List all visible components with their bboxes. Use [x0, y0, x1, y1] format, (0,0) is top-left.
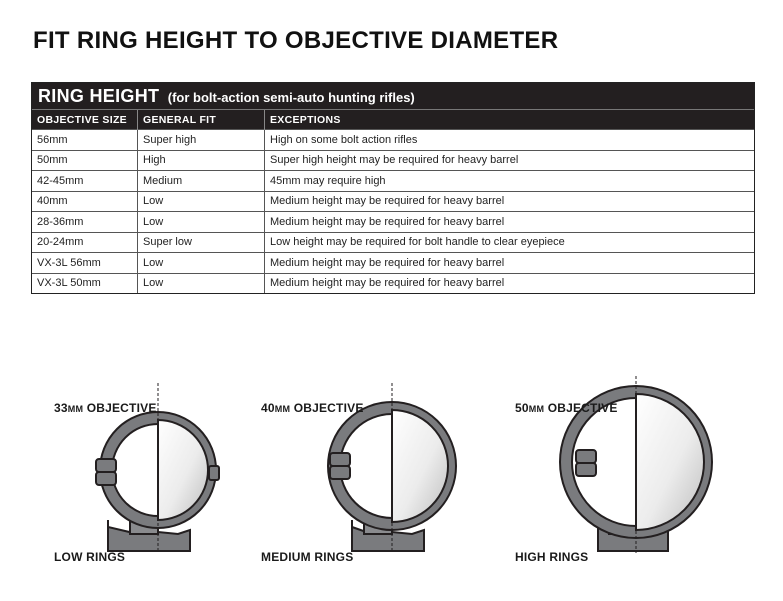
objective-label-40 — [261, 401, 364, 415]
table-row — [32, 212, 754, 233]
cell-objective-size: 20-24mm — [32, 232, 138, 253]
cell-exceptions: Medium height may be required for heavy barrel — [265, 253, 755, 274]
objective-unit: MM — [274, 404, 291, 414]
page-title: FIT RING HEIGHT TO OBJECTIVE DIAMETER — [33, 27, 559, 54]
ring-table-grid — [32, 110, 754, 293]
ring-diagram-svg — [0, 360, 783, 600]
objective-word: OBJECTIVE — [547, 401, 618, 415]
table-row — [32, 171, 754, 192]
header-objective-size: OBJECTIVE SIZE — [32, 110, 138, 130]
ring-clamp-lower — [96, 472, 116, 485]
ring-clamp-upper — [96, 459, 116, 472]
objective-label-50 — [515, 401, 618, 415]
low-rings-label: LOW RINGS — [54, 550, 126, 564]
table-row — [32, 232, 754, 253]
objective-number: 40 — [261, 401, 275, 415]
table-row — [32, 150, 754, 171]
table-row — [32, 191, 754, 212]
high-rings-label: HIGH RINGS — [515, 550, 589, 564]
cell-objective-size: 42-45mm — [32, 171, 138, 192]
objective-label-33 — [54, 401, 157, 415]
cell-exceptions: Medium height may be required for heavy barrel — [265, 273, 755, 293]
cell-exceptions: 45mm may require high — [265, 171, 755, 192]
table-row — [32, 130, 754, 151]
cell-exceptions: Super high height may be required for heavy barrel — [265, 150, 755, 171]
cell-exceptions: High on some bolt action rifles — [265, 130, 755, 151]
cell-objective-size: 50mm — [32, 150, 138, 171]
objective-word: OBJECTIVE — [86, 401, 157, 415]
cell-objective-size: VX-3L 56mm — [32, 253, 138, 274]
header-general-fit: GENERAL FIT — [138, 110, 265, 130]
table-title: RING HEIGHT — [38, 86, 160, 106]
objective-number: 33 — [54, 401, 68, 415]
table-row — [32, 273, 754, 293]
cell-exceptions: Medium height may be required for heavy barrel — [265, 212, 755, 233]
ring-height-table — [31, 82, 755, 294]
table-header-row — [32, 110, 754, 130]
header-exceptions: EXCEPTIONS — [265, 110, 755, 130]
cell-general-fit: Low — [138, 191, 265, 212]
ring-clamp-right — [209, 466, 219, 480]
cell-general-fit: Low — [138, 212, 265, 233]
cell-general-fit: Super low — [138, 232, 265, 253]
objective-unit: MM — [528, 404, 545, 414]
cell-general-fit: Medium — [138, 171, 265, 192]
cell-objective-size: VX-3L 50mm — [32, 273, 138, 293]
cell-general-fit: High — [138, 150, 265, 171]
cell-general-fit: Low — [138, 253, 265, 274]
objective-unit: MM — [67, 404, 84, 414]
cell-general-fit: Low — [138, 273, 265, 293]
objective-word: OBJECTIVE — [293, 401, 364, 415]
ring-clamp-upper — [576, 450, 596, 463]
ring-clamp-lower — [576, 463, 596, 476]
cell-exceptions: Low height may be required for bolt handle to clear eyepiece — [265, 232, 755, 253]
ring-diagrams — [0, 360, 783, 600]
table-row — [32, 253, 754, 274]
table-title-band — [32, 83, 754, 110]
medium-rings-label: MEDIUM RINGS — [261, 550, 354, 564]
cell-general-fit: Super high — [138, 130, 265, 151]
cell-exceptions: Medium height may be required for heavy barrel — [265, 191, 755, 212]
ring-clamp-upper — [330, 453, 350, 466]
cell-objective-size: 56mm — [32, 130, 138, 151]
table-subtitle: (for bolt-action semi-auto hunting rifles) — [167, 90, 415, 105]
cell-objective-size: 28-36mm — [32, 212, 138, 233]
ring-clamp-lower — [330, 466, 350, 479]
cell-objective-size: 40mm — [32, 191, 138, 212]
objective-number: 50 — [515, 401, 529, 415]
